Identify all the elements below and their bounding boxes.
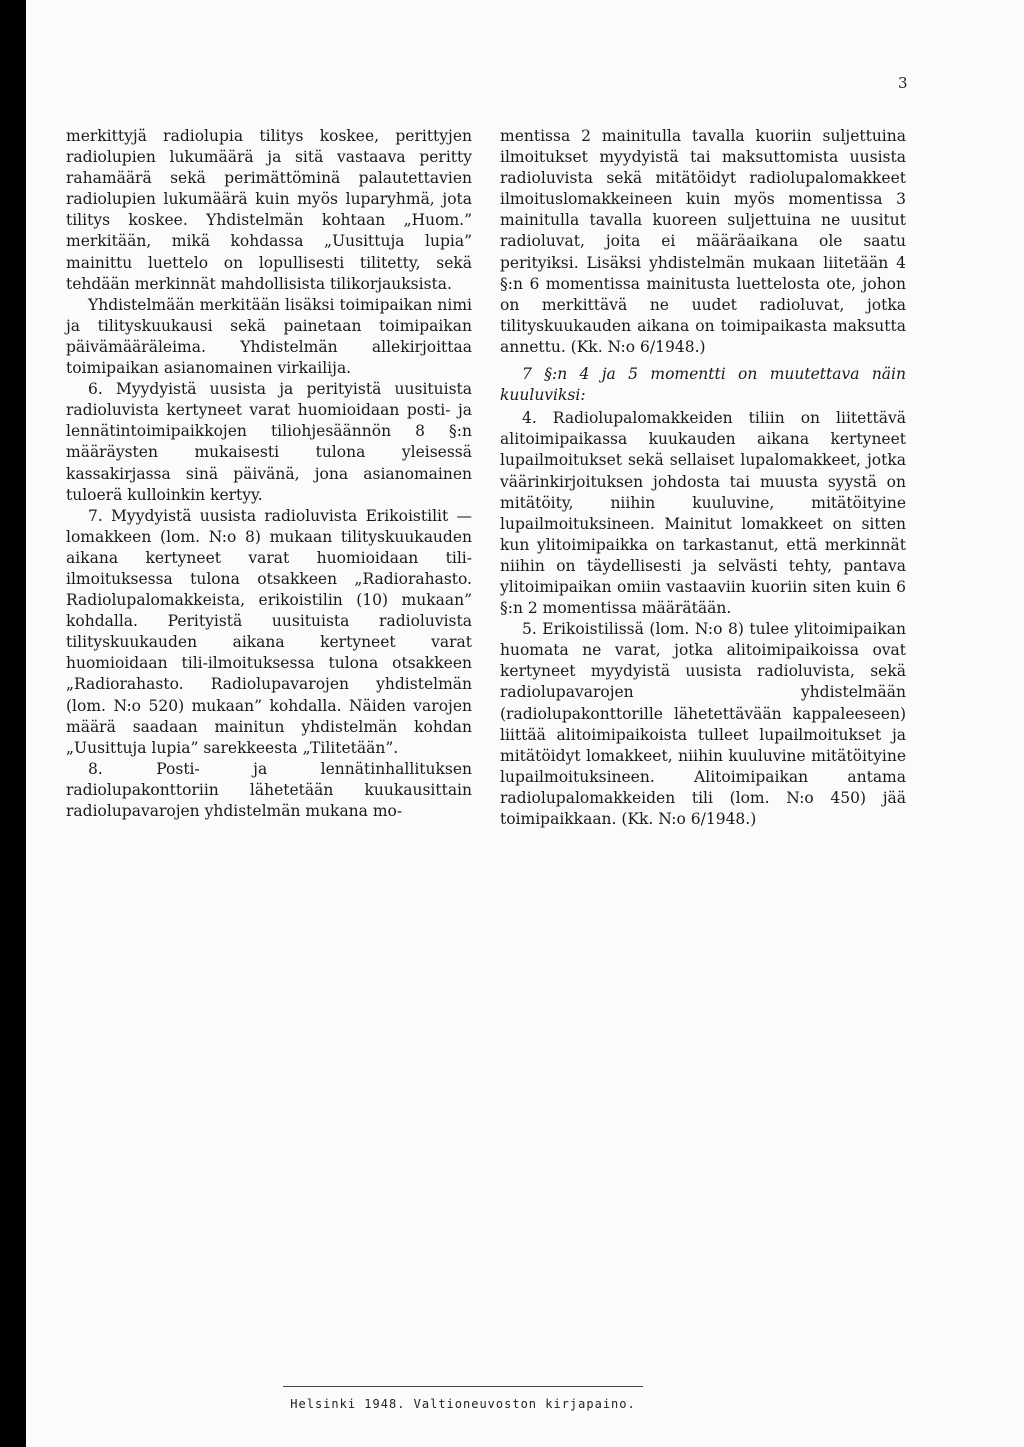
left-column (66, 126, 472, 822)
section-heading: 7 §:n 4 ja 5 momentti on muutettava näin kuuluviksi: (500, 365, 906, 405)
paragraph: Yhdistelmään merkitään lisäksi toimipaikan nimi ja tilityskuukausi sekä painetaan toimipaikan päivämääräleima. Yhdistelmän allekirjoittaa toimipaikan asianomainen virkailija. (66, 295, 472, 378)
page-number: 3 (898, 74, 908, 92)
paragraph: merkittyjä radiolupia tilitys koskee, perittyjen radiolupien lukumäärä ja sitä vastaava peritty rahamäärä sekä perimättöminä palautettavien radiolupien lukumäärä kuin myös luparyhmä, jota tilitys koskee. Yhdistelmän kohtaan „Huom.” merkitään, mikä kohdassa „Uusittuja lupia” mainittu luettelo on lopullisesti tilitetty, sekä tehdään merkinnät mahdollisista tilikorjauksista. (66, 127, 472, 293)
paragraph: 4. Radiolupalomakkeiden tiliin on liitettävä alitoimipaikassa kuukauden aikana kertyneet lupailmoitukset sekä sellaiset lupalomakkeet, jotka väärinkirjoituksen johdosta tai muusta syystä on mitätöity, niihin kuuluvine, mitätöityine lupailmoituksineen. Mainitut lomakkeet on sitten kun ylitoimipaikka on tarkastanut, että merkinnät niihin on täydellisesti ja selvästi tehty, pantava ylitoimipaikan omiin vastaaviin kuoriin siten kuin 6 §:n 2 momentissa määrätään. (500, 409, 906, 618)
printer-imprint: Helsinki 1948. Valtioneuvoston kirjapaino. (290, 1397, 636, 1411)
paragraph: mentissa 2 mainitulla tavalla kuoriin suljettuina ilmoitukset myydyistä tai maksuttomista uusista radioluvista sekä mitätöidyt radiolupalomakkeet ilmoituslomakkeineen kuin myös momentissa 3 mainitulla tavalla kuoreen suljettuina ne uusitut radioluvat, joita ei määräaikana ole saatu perityiksi. Lisäksi yhdistelmän mukaan liitetään 4 §:n 6 momentissa mainitusta luettelosta ote, johon on merkittävä ne uudet radioluvat, jotka tilityskuukauden aikana on toimipaikasta maksutta annettu. (Kk. N:o 6/1948.) (500, 127, 906, 356)
paragraph: 8. Posti- ja lennätinhallituksen radiolupakonttoriin lähetetään kuukausittain radiolupavarojen yhdistelmän mukana mo- (66, 759, 472, 820)
document-page (26, 0, 1024, 1447)
right-column (500, 126, 906, 830)
paragraph: 7. Myydyistä uusista radioluvista Erikoistilit — lomakkeen (lom. N:o 8) mukaan tilityskuukauden aikana kertyneet varat huomioidaan tili-ilmoituksessa tulona otsakkeen „Radiorahasto. Radiolupalomakkeista, erikoistilin (10) mukaan” kohdalla. Perityistä uusituista radioluvista tilityskuukauden aikana kertyneet varat huomioidaan tili-ilmoituksessa tulona otsakkeen „Radiorahasto. Radiolupavarojen yhdistelmän (lom. N:o 520) mukaan” kohdalla. Näiden varojen määrä saadaan mainitun yhdistelmän kohdan „Uusittuja lupia” sarekkeesta „Tilitetään”. (66, 506, 472, 757)
paragraph: 6. Myydyistä uusista ja perityistä uusituista radioluvista kertyneet varat huomioidaan posti- ja lennätintoimipaikkojen tiliohjesäännön 8 §:n määräysten mukaisesti tulona yleisessä kassakirjassa sinä päivänä, jona asianomainen tuloerä kulloinkin kertyy. (66, 380, 472, 504)
footer-rule (283, 1386, 643, 1387)
footer (283, 1386, 643, 1411)
paragraph: 5. Erikoistilissä (lom. N:o 8) tulee ylitoimipaikan huomata ne varat, jotka alitoimipaikoissa ovat kertyneet myydyistä uusista radioluvista, sekä radiolupavarojen yhdistelmään (radiolupakonttorille lähetettävään kappaleeseen) liittää alitoimipaikoista tulleet lupailmoitukset ja mitätöidyt lomakkeet, niihin kuuluvine mitätöityine lupailmoituksineen. Alitoimipaikan antama radiolupalomakkeiden tili (lom. N:o 450) jää toimipaikkaan. (Kk. N:o 6/1948.) (500, 620, 906, 828)
